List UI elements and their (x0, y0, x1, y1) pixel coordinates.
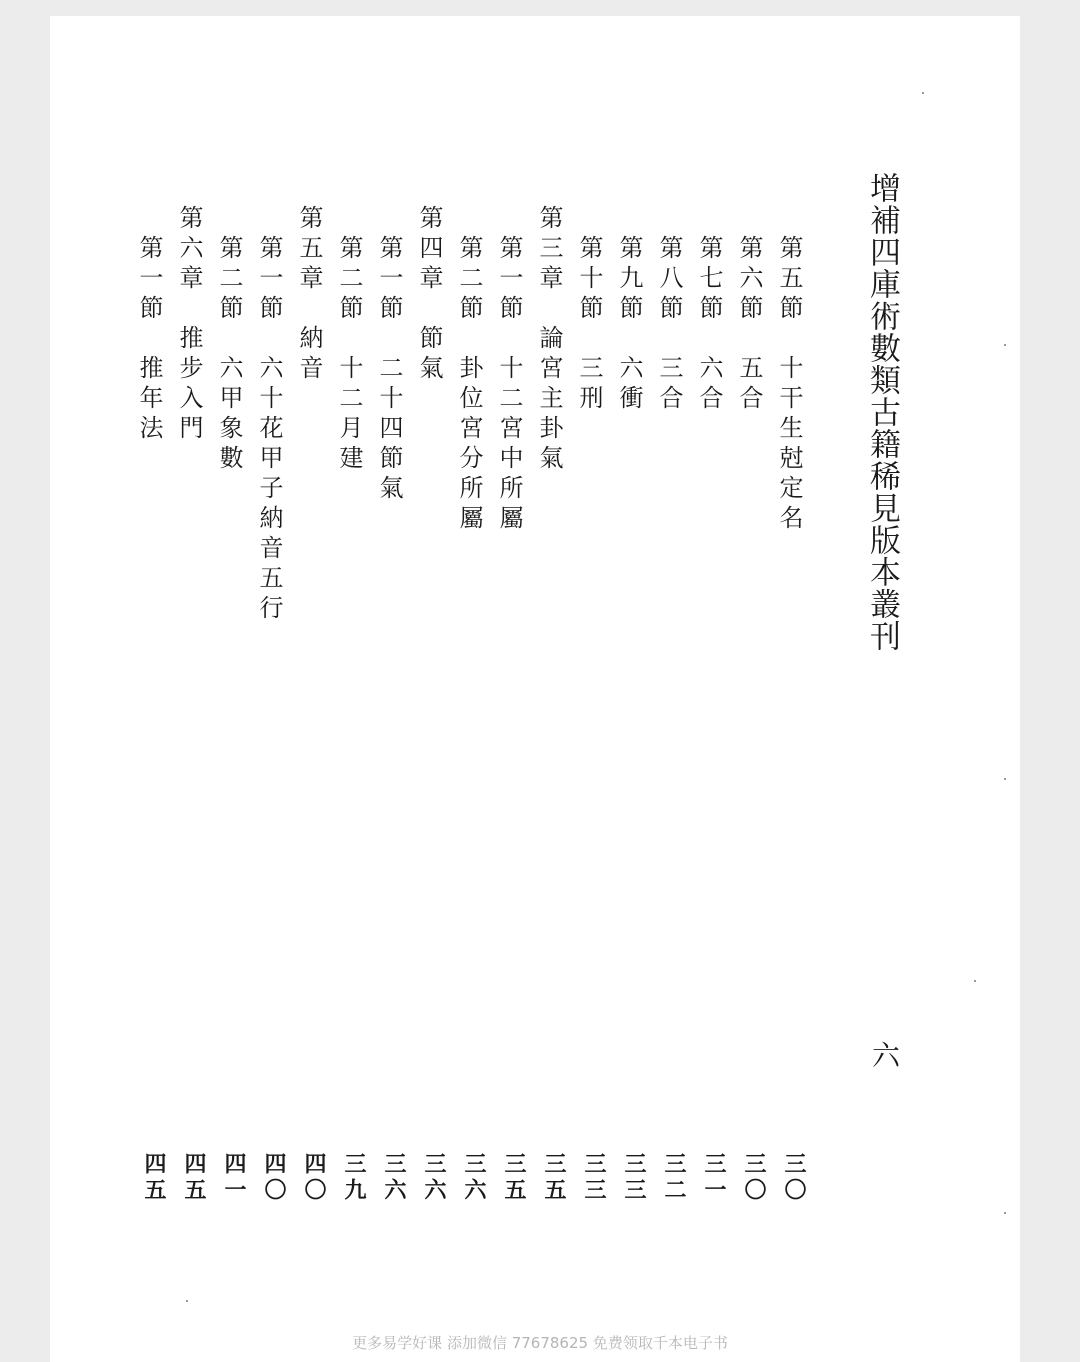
scan-speck (1004, 344, 1006, 346)
toc-page-ref: 三二 (661, 1152, 687, 1204)
toc-page-ref: 三三 (621, 1152, 647, 1204)
toc-page-ref: 三〇 (741, 1152, 767, 1204)
toc-page-ref: 四〇 (261, 1152, 287, 1204)
toc-entry-title: 十二宮中所屬 (495, 355, 523, 535)
toc-entry-label: 第一節 (495, 235, 523, 325)
toc-entry-title: 六合 (695, 355, 723, 415)
toc-entry-label: 第一節 (255, 235, 283, 325)
toc-entry-title: 二十四節氣 (375, 355, 403, 505)
toc-page-ref: 四五 (181, 1152, 207, 1204)
toc-section-entry (492, 0, 523, 535)
toc-entry-title: 六十花甲子納音五行 (255, 355, 283, 625)
toc-page-ref: 三五 (501, 1152, 527, 1204)
scan-speck (922, 92, 924, 94)
toc-section-entry (252, 0, 283, 625)
toc-page-ref: 三九 (341, 1152, 367, 1204)
toc-page-ref: 四一 (221, 1152, 247, 1204)
toc-page-ref: 三六 (381, 1152, 407, 1204)
toc-chapter-entry (412, 0, 442, 460)
toc-entry-label: 第三章 (535, 205, 563, 295)
toc-entry-title: 論宮主卦氣 (535, 325, 563, 475)
toc-entry-label: 第十節 (575, 235, 603, 325)
toc-page-ref: 三一 (701, 1152, 727, 1204)
toc-section-entry (612, 0, 642, 460)
toc-entry-title: 五合 (735, 355, 763, 415)
toc-section-entry (732, 0, 762, 460)
toc-entry-label: 第八節 (655, 235, 683, 325)
scan-speck (186, 1300, 188, 1302)
toc-section-entry (452, 0, 483, 535)
toc-entry-label: 第一節 (375, 235, 403, 325)
toc-section-entry (132, 0, 162, 460)
toc-entry-label: 第四章 (415, 205, 443, 295)
toc-entry-label: 第二節 (455, 235, 483, 325)
series-title: 增補四庫術數類古籍稀見版本叢刊 (864, 172, 900, 652)
toc-section-entry (572, 0, 602, 460)
toc-entry-label: 第六節 (735, 235, 763, 325)
toc-entry-title: 推年法 (135, 355, 163, 445)
toc-chapter-entry (532, 0, 563, 475)
toc-entry-label: 第二節 (335, 235, 363, 325)
toc-page-ref: 三三 (581, 1152, 607, 1204)
toc-entry-title: 三刑 (575, 355, 603, 415)
toc-page-ref: 三六 (421, 1152, 447, 1204)
toc-section-entry (372, 0, 403, 505)
toc-entry-label: 第七節 (695, 235, 723, 325)
toc-entry-title: 十干生尅定名 (775, 355, 803, 535)
toc-chapter-entry (172, 0, 202, 460)
toc-section-entry (332, 0, 363, 475)
toc-entry-label: 第五章 (295, 205, 323, 295)
toc-page-ref: 四五 (141, 1152, 167, 1204)
toc-chapter-entry (292, 0, 322, 460)
toc-entry-title: 節氣 (415, 325, 443, 385)
toc-entry-title: 推步入門 (175, 325, 203, 445)
scan-speck (1004, 1212, 1006, 1214)
toc-section-entry (652, 0, 682, 460)
toc-entry-label: 第一節 (135, 235, 163, 325)
scan-speck (1004, 778, 1006, 780)
toc-section-entry (772, 0, 803, 535)
toc-entry-label: 第六章 (175, 205, 203, 295)
toc-page-ref: 三五 (541, 1152, 567, 1204)
toc-entry-title: 六甲象數 (215, 355, 243, 475)
toc-entry-title: 十二月建 (335, 355, 363, 475)
toc-entry-title: 六衝 (615, 355, 643, 415)
toc-page-ref: 三〇 (781, 1152, 807, 1204)
toc-entry-label: 第五節 (775, 235, 803, 325)
toc-section-entry (692, 0, 722, 460)
toc-entry-label: 第九節 (615, 235, 643, 325)
watermark-text: 更多易学好课 添加微信 77678625 免费领取千本电子书 (352, 1334, 728, 1352)
toc-section-entry (212, 0, 243, 475)
toc-entry-title: 納音 (295, 325, 323, 385)
toc-entry-label: 第二節 (215, 235, 243, 325)
toc-page-ref: 四〇 (301, 1152, 327, 1204)
toc-entry-title: 三合 (655, 355, 683, 415)
toc-page-ref: 三六 (461, 1152, 487, 1204)
toc-entry-title: 卦位宮分所屬 (455, 355, 483, 535)
scan-speck (974, 980, 976, 982)
page-number: 六 (872, 1039, 901, 1072)
